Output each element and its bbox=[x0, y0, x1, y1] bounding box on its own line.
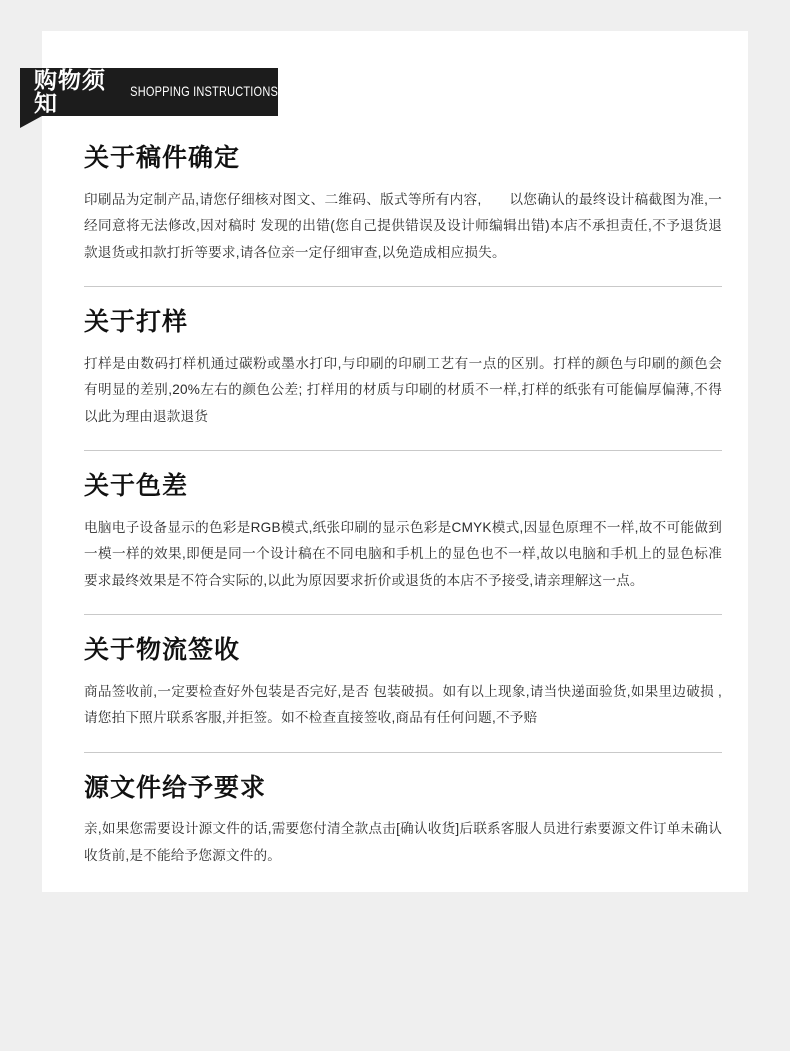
section-title: 关于色差 bbox=[84, 472, 189, 500]
section-about-color-difference bbox=[84, 473, 722, 615]
section-body: 电脑电子设备显示的色彩是RGB模式,纸张印刷的显示色彩是CMYK模式,因显色原理不一样,故不可能做到一模一样的效果,即便是同一个设计稿在不同电脑和手机上的显色也不一样,故以电脑和手机上的显色标准要求最终效果是不符合实际的,以此为原因要求折价或退货的本店不予接受,请亲理解这一点。 bbox=[84, 519, 722, 588]
section-title: 源文件给予要求 bbox=[84, 773, 267, 802]
sections-list bbox=[84, 145, 722, 889]
header-title-cn: 购物须知 bbox=[34, 67, 106, 116]
ribbon-tail-shape bbox=[20, 116, 42, 128]
section-about-draft-confirmation bbox=[84, 145, 722, 287]
section-about-logistics-receipt bbox=[84, 637, 722, 753]
section-body: 打样是由数码打样机通过碳粉或墨水打印,与印刷的印刷工艺有一点的区别。打样的颜色与印刷的颜色会有明显的差别,20%左右的颜色公差; 打样用的材质与印刷的材质不一样,打样的纸张有可能偏厚偏薄,不得以此为理由退款退货 bbox=[84, 355, 722, 424]
section-body: 印刷品为定制产品,请您仔细核对图文、二维码、版式等所有内容, 以您确认的最终设计稿截图为准,一经同意将无法修改,因对稿时 发现的出错(您自己提供错误及设计师编辑出错)本店不承担责任,不予退货退款退货或扣款打折等要求,请各位亲一定仔细审查,以免造成相应损失。 bbox=[84, 191, 722, 260]
header-ribbon bbox=[20, 68, 280, 126]
ribbon-bar bbox=[20, 68, 278, 116]
section-about-proofing bbox=[84, 309, 722, 451]
section-source-file-requirements bbox=[84, 775, 722, 890]
section-title: 关于稿件确定 bbox=[84, 144, 241, 172]
section-body: 亲,如果您需要设计源文件的话,需要您付清全款点击[确认收货]后联系客服人员进行索要源文件订单未确认收货前,是不能给予您源文件的。 bbox=[84, 821, 722, 863]
section-body: 商品签收前,一定要检查好外包装是否完好,是否 包装破损。如有以上现象,请当快递面验货,如果里边破损 ,请您拍下照片联系客服,并拒签。如不检查直接签收,商品有任何问题,不予赔 bbox=[84, 683, 722, 725]
section-title: 关于物流签收 bbox=[84, 636, 241, 664]
section-title: 关于打样 bbox=[84, 308, 189, 336]
header-title-en: SHOPPING INSTRUCTIONS bbox=[130, 84, 278, 100]
